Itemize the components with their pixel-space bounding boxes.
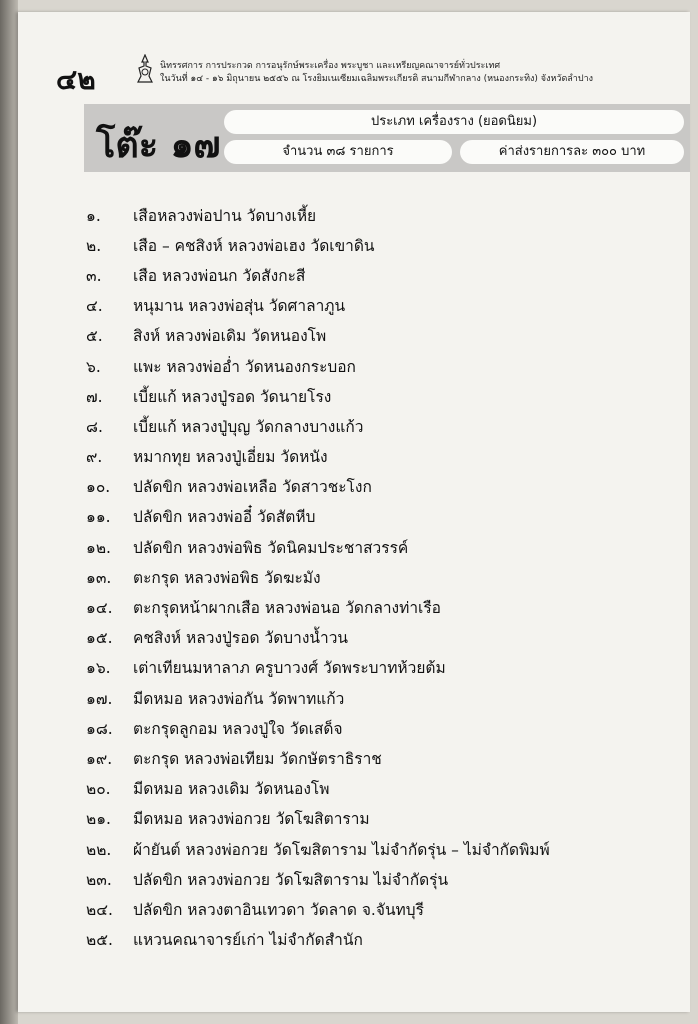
amulet-list — [86, 200, 676, 955]
item-text: ปลัดขิก หลวงพ่ออี๋ วัดสัตหีบ — [133, 508, 316, 527]
item-number: ๑๖. — [86, 659, 111, 678]
item-text: แหวนคณาจารย์เก่า ไม่จำกัดสำนัก — [133, 931, 363, 950]
table-title: โต๊ะ ๑๗ — [96, 124, 221, 166]
item-number: ๑๒. — [86, 538, 111, 557]
entry-fee-label: ค่าส่งรายการละ ๓๐๐ บาท — [460, 140, 684, 164]
list-item — [86, 532, 676, 562]
item-number: ๘. — [86, 417, 103, 436]
item-number: ๒. — [86, 236, 102, 255]
item-number: ๑. — [86, 206, 101, 225]
page-header — [56, 52, 676, 100]
item-text: เบี้ยแก้ หลวงปู่รอด วัดนายโรง — [133, 387, 332, 406]
item-text: เสือหลวงพ่อปาน วัดบางเหี้ย — [133, 206, 317, 225]
list-item — [86, 200, 676, 230]
item-count-label: จำนวน ๓๘ รายการ — [224, 140, 452, 164]
item-text: ปลัดขิก หลวงพ่อเหลือ วัดสาวชะโงก — [133, 478, 372, 497]
list-item — [86, 653, 676, 683]
item-number: ๑๑. — [86, 508, 111, 527]
list-item — [86, 562, 676, 592]
list-item — [86, 804, 676, 834]
event-date-venue: ในวันที่ ๑๔ - ๑๖ มิถุนายน ๒๕๕๖ ณ โรงยิมเนเซียมเฉลิมพระเกียรติ สนามกีฬากลาง (หนองกระทิง) จังหวัดลำปาง — [160, 74, 594, 84]
item-number: ๕. — [86, 327, 103, 346]
item-text: มีดหมอ หลวงพ่อกัน วัดพาทแก้ว — [133, 689, 345, 708]
item-text: ปลัดขิก หลวงพ่อกวย วัดโฆสิตาราม ไม่จำกัดรุ่น — [133, 870, 449, 889]
list-item — [86, 291, 676, 321]
item-text: มีดหมอ หลวงเดิม วัดหนองโพ — [133, 780, 330, 799]
item-text: ตะกรุดลูกอม หลวงปู่ใจ วัดเสด็จ — [133, 719, 343, 738]
list-item — [86, 351, 676, 381]
item-number: ๙. — [86, 448, 103, 467]
item-text: เบี้ยแก้ หลวงปู่บุญ วัดกลางบางแก้ว — [133, 417, 364, 436]
item-text: ตะกรุดหน้าผากเสือ หลวงพ่อนอ วัดกลางท่าเรือ — [133, 599, 441, 618]
list-item — [86, 260, 676, 290]
item-text: ปลัดขิก หลวงพ่อพิธ วัดนิคมประชาสวรรค์ — [133, 538, 409, 557]
item-text: เสือ – คชสิงห์ หลวงพ่อเฮง วัดเขาดิน — [133, 236, 375, 255]
item-text: หมากทุย หลวงปู่เอี่ยม วัดหนัง — [133, 448, 328, 467]
document-page — [18, 12, 690, 1012]
item-text: เต่าเทียนมหาลาภ ครูบาวงศ์ วัดพระบาทห้วยต้ม — [133, 659, 446, 678]
item-number: ๑๗. — [86, 689, 113, 708]
page-number: ๔๒ — [56, 63, 96, 96]
list-item — [86, 894, 676, 924]
event-header-text — [160, 60, 593, 86]
list-item — [86, 592, 676, 622]
item-number: ๑๔. — [86, 599, 113, 618]
item-text: ผ้ายันต์ หลวงพ่อกวย วัดโฆสิตาราม ไม่จำกัดรุ่น – ไม่จำกัดพิมพ์ — [133, 840, 550, 859]
item-text: ตะกรุด หลวงพ่อพิธ วัดฆะมัง — [133, 568, 321, 587]
item-number: ๑๓. — [86, 568, 112, 587]
item-text: ตะกรุด หลวงพ่อเทียม วัดกษัตราธิราช — [133, 749, 382, 768]
list-item — [86, 683, 676, 713]
item-text: มีดหมอ หลวงพ่อกวย วัดโฆสิตาราม — [133, 810, 370, 829]
item-number: ๑๙. — [86, 749, 113, 768]
item-number: ๑๐. — [86, 478, 111, 497]
item-number: ๒๕. — [86, 931, 113, 950]
list-item — [86, 472, 676, 502]
list-item — [86, 230, 676, 260]
table-header-band — [84, 104, 690, 172]
list-item — [86, 502, 676, 532]
item-number: ๒๑. — [86, 810, 111, 829]
list-item — [86, 321, 676, 351]
event-title: นิทรรศการ การประกวด การอนุรักษ์พระเครื่อง พระบูชา และเหรียญคณาจารย์ทั่วประเทศ — [160, 61, 501, 71]
category-label: ประเภท เครื่องราง (ยอดนิยม) — [224, 110, 684, 134]
item-number: ๔. — [86, 297, 103, 316]
item-number: ๑๕. — [86, 629, 113, 648]
item-number: ๒๔. — [86, 900, 113, 919]
list-item — [86, 381, 676, 411]
item-text: สิงห์ หลวงพ่อเดิม วัดหนองโพ — [133, 327, 327, 346]
item-number: ๖. — [86, 357, 101, 376]
list-item — [86, 925, 676, 955]
item-number: ๗. — [86, 387, 103, 406]
item-text: คชสิงห์ หลวงปู่รอด วัดบางน้ำวน — [133, 629, 348, 648]
list-item — [86, 623, 676, 653]
item-number: ๑๘. — [86, 719, 113, 738]
item-number: ๒๐. — [86, 780, 111, 799]
item-number: ๓. — [86, 266, 102, 285]
item-number: ๒๒. — [86, 840, 112, 859]
list-item — [86, 743, 676, 773]
item-number: ๒๓. — [86, 870, 112, 889]
list-item — [86, 713, 676, 743]
list-item — [86, 864, 676, 894]
list-item — [86, 442, 676, 472]
item-text: แพะ หลวงพ่ออ่ำ วัดหนองกระบอก — [133, 357, 356, 376]
list-item — [86, 411, 676, 441]
book-spine — [0, 0, 18, 1024]
item-text: เสือ หลวงพ่อนก วัดสังกะสี — [133, 266, 306, 285]
item-text: ปลัดขิก หลวงตาอินเทวดา วัดลาด จ.จันทบุรี — [133, 900, 424, 919]
item-text: หนุมาน หลวงพ่อสุ่น วัดศาลาภูน — [133, 297, 346, 316]
royal-emblem-icon — [134, 54, 156, 84]
list-item — [86, 774, 676, 804]
list-item — [86, 834, 676, 864]
